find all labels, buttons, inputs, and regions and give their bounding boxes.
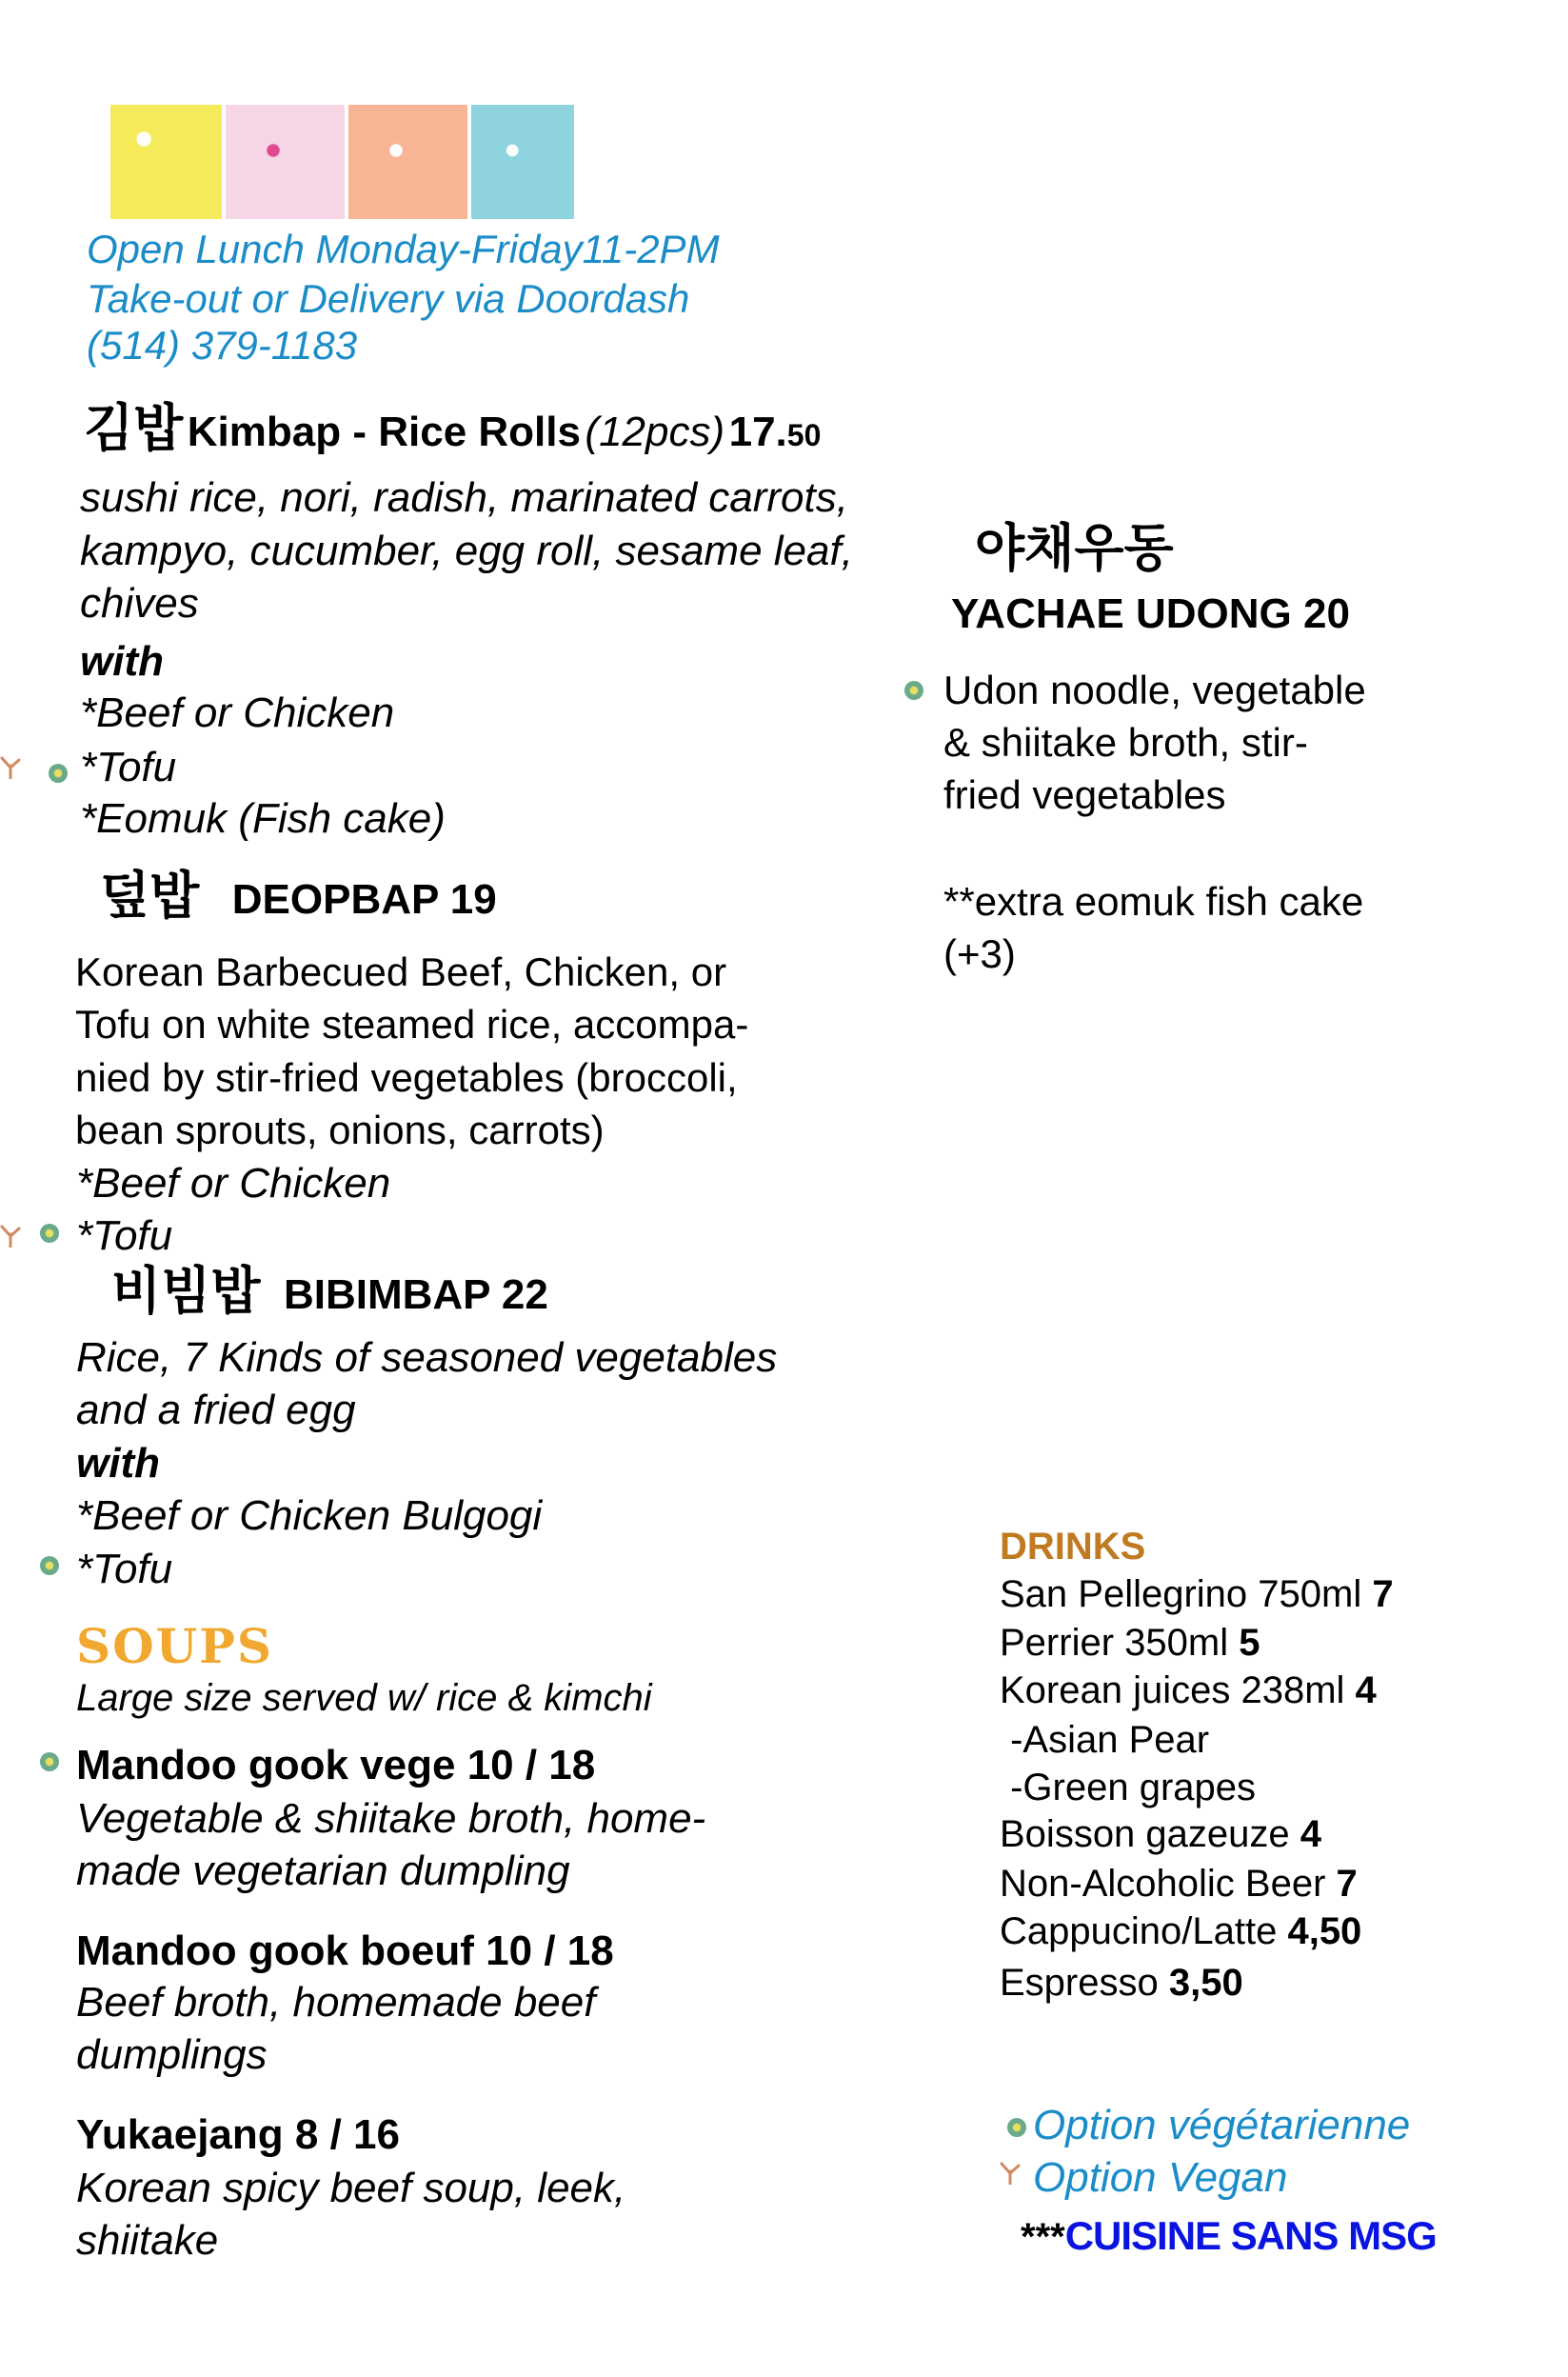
udong-korean: 야채우동 — [975, 518, 1174, 578]
drinks-title: DRINKS — [1000, 1526, 1146, 1568]
logo-letter — [471, 105, 574, 219]
soups-title: SOUPS — [76, 1618, 273, 1674]
logo-letter — [348, 105, 467, 219]
drink-price: 7 — [1372, 1573, 1394, 1615]
drink-name: -Green grapes — [1000, 1767, 1257, 1808]
vegan-sprout-icon — [0, 754, 21, 779]
kimbap-desc: sushi rice, nori, radish, marinated carrots, — [80, 474, 848, 521]
soup-name: Mandoo gook boeuf 10 / 18 — [76, 1928, 614, 1974]
drink-name: Espresso — [1000, 1962, 1169, 2004]
drink-price: 5 — [1239, 1622, 1260, 1664]
legend-vegetarian: Option végétarienne — [1033, 2102, 1411, 2148]
soup-name: Mandoo gook vege 10 / 18 — [76, 1742, 596, 1788]
drink-name: Korean juices 238ml — [1000, 1669, 1356, 1711]
vegetarian-icon — [904, 681, 923, 700]
kimbap-korean: 김밥 — [84, 398, 184, 458]
drink-name: San Pellegrino 750ml — [1000, 1573, 1373, 1615]
soup-desc: dumplings — [76, 2031, 268, 2078]
drink-price: 4 — [1300, 1813, 1322, 1855]
soup-desc: Beef broth, homemade beef — [76, 1979, 596, 2026]
hours-text: Open Lunch Monday-Friday11-2PM — [87, 227, 720, 271]
drink-price: 4 — [1355, 1669, 1377, 1711]
kimbap-title: Kimbap - Rice Rolls — [187, 409, 581, 455]
soup-desc: made vegetarian dumpling — [76, 1848, 570, 1894]
udong-desc: fried vegetables — [943, 772, 1226, 817]
soup-desc: Korean spicy beef soup, leek, — [76, 2165, 626, 2211]
delivery-text: Take-out or Delivery via Doordash — [87, 276, 690, 321]
bibimbap-option: *Tofu — [76, 1546, 173, 1592]
phone-text: (514) 379-1183 — [87, 323, 358, 368]
deopbap-korean: 덮밥 — [100, 866, 200, 926]
soup-name: Yukaejang 8 / 16 — [76, 2111, 400, 2158]
drink-name: -Asian Pear — [1000, 1719, 1210, 1761]
vegetarian-icon — [40, 1556, 59, 1575]
drink-item — [1000, 1806, 1321, 1863]
deopbap-option: *Tofu — [76, 1212, 173, 1259]
drink-price: 7 — [1336, 1863, 1358, 1905]
drink-name: Perrier 350ml — [1000, 1622, 1240, 1664]
deopbap-heading — [100, 868, 497, 925]
drink-item — [1000, 1903, 1361, 1960]
udong-extra: (+3) — [943, 931, 1016, 976]
udong-title: YACHAE UDONG 20 — [951, 590, 1350, 637]
logo-letter — [226, 105, 345, 219]
bibimbap-option: *Beef or Chicken Bulgogi — [76, 1492, 543, 1539]
bibimbap-desc: Rice, 7 Kinds of seasoned vegetables — [76, 1334, 778, 1381]
vegetarian-icon — [40, 1752, 59, 1771]
deopbap-desc: Tofu on white steamed rice, accompa- — [75, 1002, 749, 1047]
bibimbap-title: BIBIMBAP 22 — [283, 1271, 548, 1318]
deopbap-desc: nied by stir-fried vegetables (broccoli, — [75, 1055, 738, 1100]
kimbap-with: with — [80, 638, 164, 685]
msg-text: CUISINE SANS MSG — [1064, 2213, 1437, 2258]
no-msg-note — [1021, 2207, 1437, 2265]
deopbap-option: *Beef or Chicken — [76, 1160, 391, 1207]
vegan-sprout-icon — [0, 1223, 21, 1248]
logo-letter — [110, 105, 222, 219]
drink-name: Boisson gazeuze — [1000, 1813, 1300, 1855]
deopbap-title: DEOPBAP 19 — [231, 876, 497, 923]
vegetarian-icon — [40, 1224, 59, 1243]
udong-desc: & shiitake broth, stir- — [943, 720, 1308, 765]
drink-name: Non-Alcoholic Beer — [1000, 1863, 1337, 1905]
bibimbap-with: with — [76, 1440, 160, 1487]
kimbap-price: 17. — [728, 409, 787, 455]
vegan-sprout-icon — [1000, 2160, 1021, 2185]
soups-subtitle: Large size served w/ rice & kimchi — [76, 1677, 652, 1719]
kimbap-price-cents: 50 — [786, 418, 822, 452]
drink-price: 4,50 — [1287, 1910, 1362, 1952]
drink-name: Cappucino/Latte — [1000, 1910, 1288, 1952]
msg-stars: *** — [1021, 2216, 1065, 2258]
udong-extra: **extra eomuk fish cake — [943, 879, 1364, 924]
deopbap-desc: Korean Barbecued Beef, Chicken, or — [75, 949, 727, 994]
kimbap-option: *Tofu — [80, 744, 177, 790]
kimbap-heading — [84, 400, 821, 457]
kimbap-option: *Beef or Chicken — [80, 689, 395, 736]
drink-item — [1000, 1954, 1243, 2011]
omma-logo — [110, 105, 574, 219]
soup-desc: shiitake — [76, 2217, 219, 2264]
soup-desc: Vegetable & shiitake broth, home- — [76, 1795, 706, 1842]
kimbap-desc: chives — [80, 580, 199, 627]
udong-desc: Udon noodle, vegetable — [943, 668, 1366, 712]
drink-item — [1000, 1662, 1377, 1719]
deopbap-desc: bean sprouts, onions, carrots) — [75, 1108, 605, 1152]
legend-vegan: Option Vegan — [1033, 2154, 1288, 2201]
bibimbap-korean: 비빔밥 — [111, 1261, 261, 1321]
kimbap-option: *Eomuk (Fish cake) — [80, 795, 446, 842]
vegetarian-icon — [1007, 2118, 1026, 2137]
kimbap-desc: kampyo, cucumber, egg roll, sesame leaf, — [80, 528, 853, 574]
vegetarian-icon — [49, 764, 68, 783]
bibimbap-desc: and a fried egg — [76, 1387, 356, 1433]
bibimbap-heading — [111, 1263, 548, 1320]
kimbap-qty: (12pcs) — [585, 409, 725, 455]
drink-price: 3,50 — [1168, 1962, 1243, 2004]
